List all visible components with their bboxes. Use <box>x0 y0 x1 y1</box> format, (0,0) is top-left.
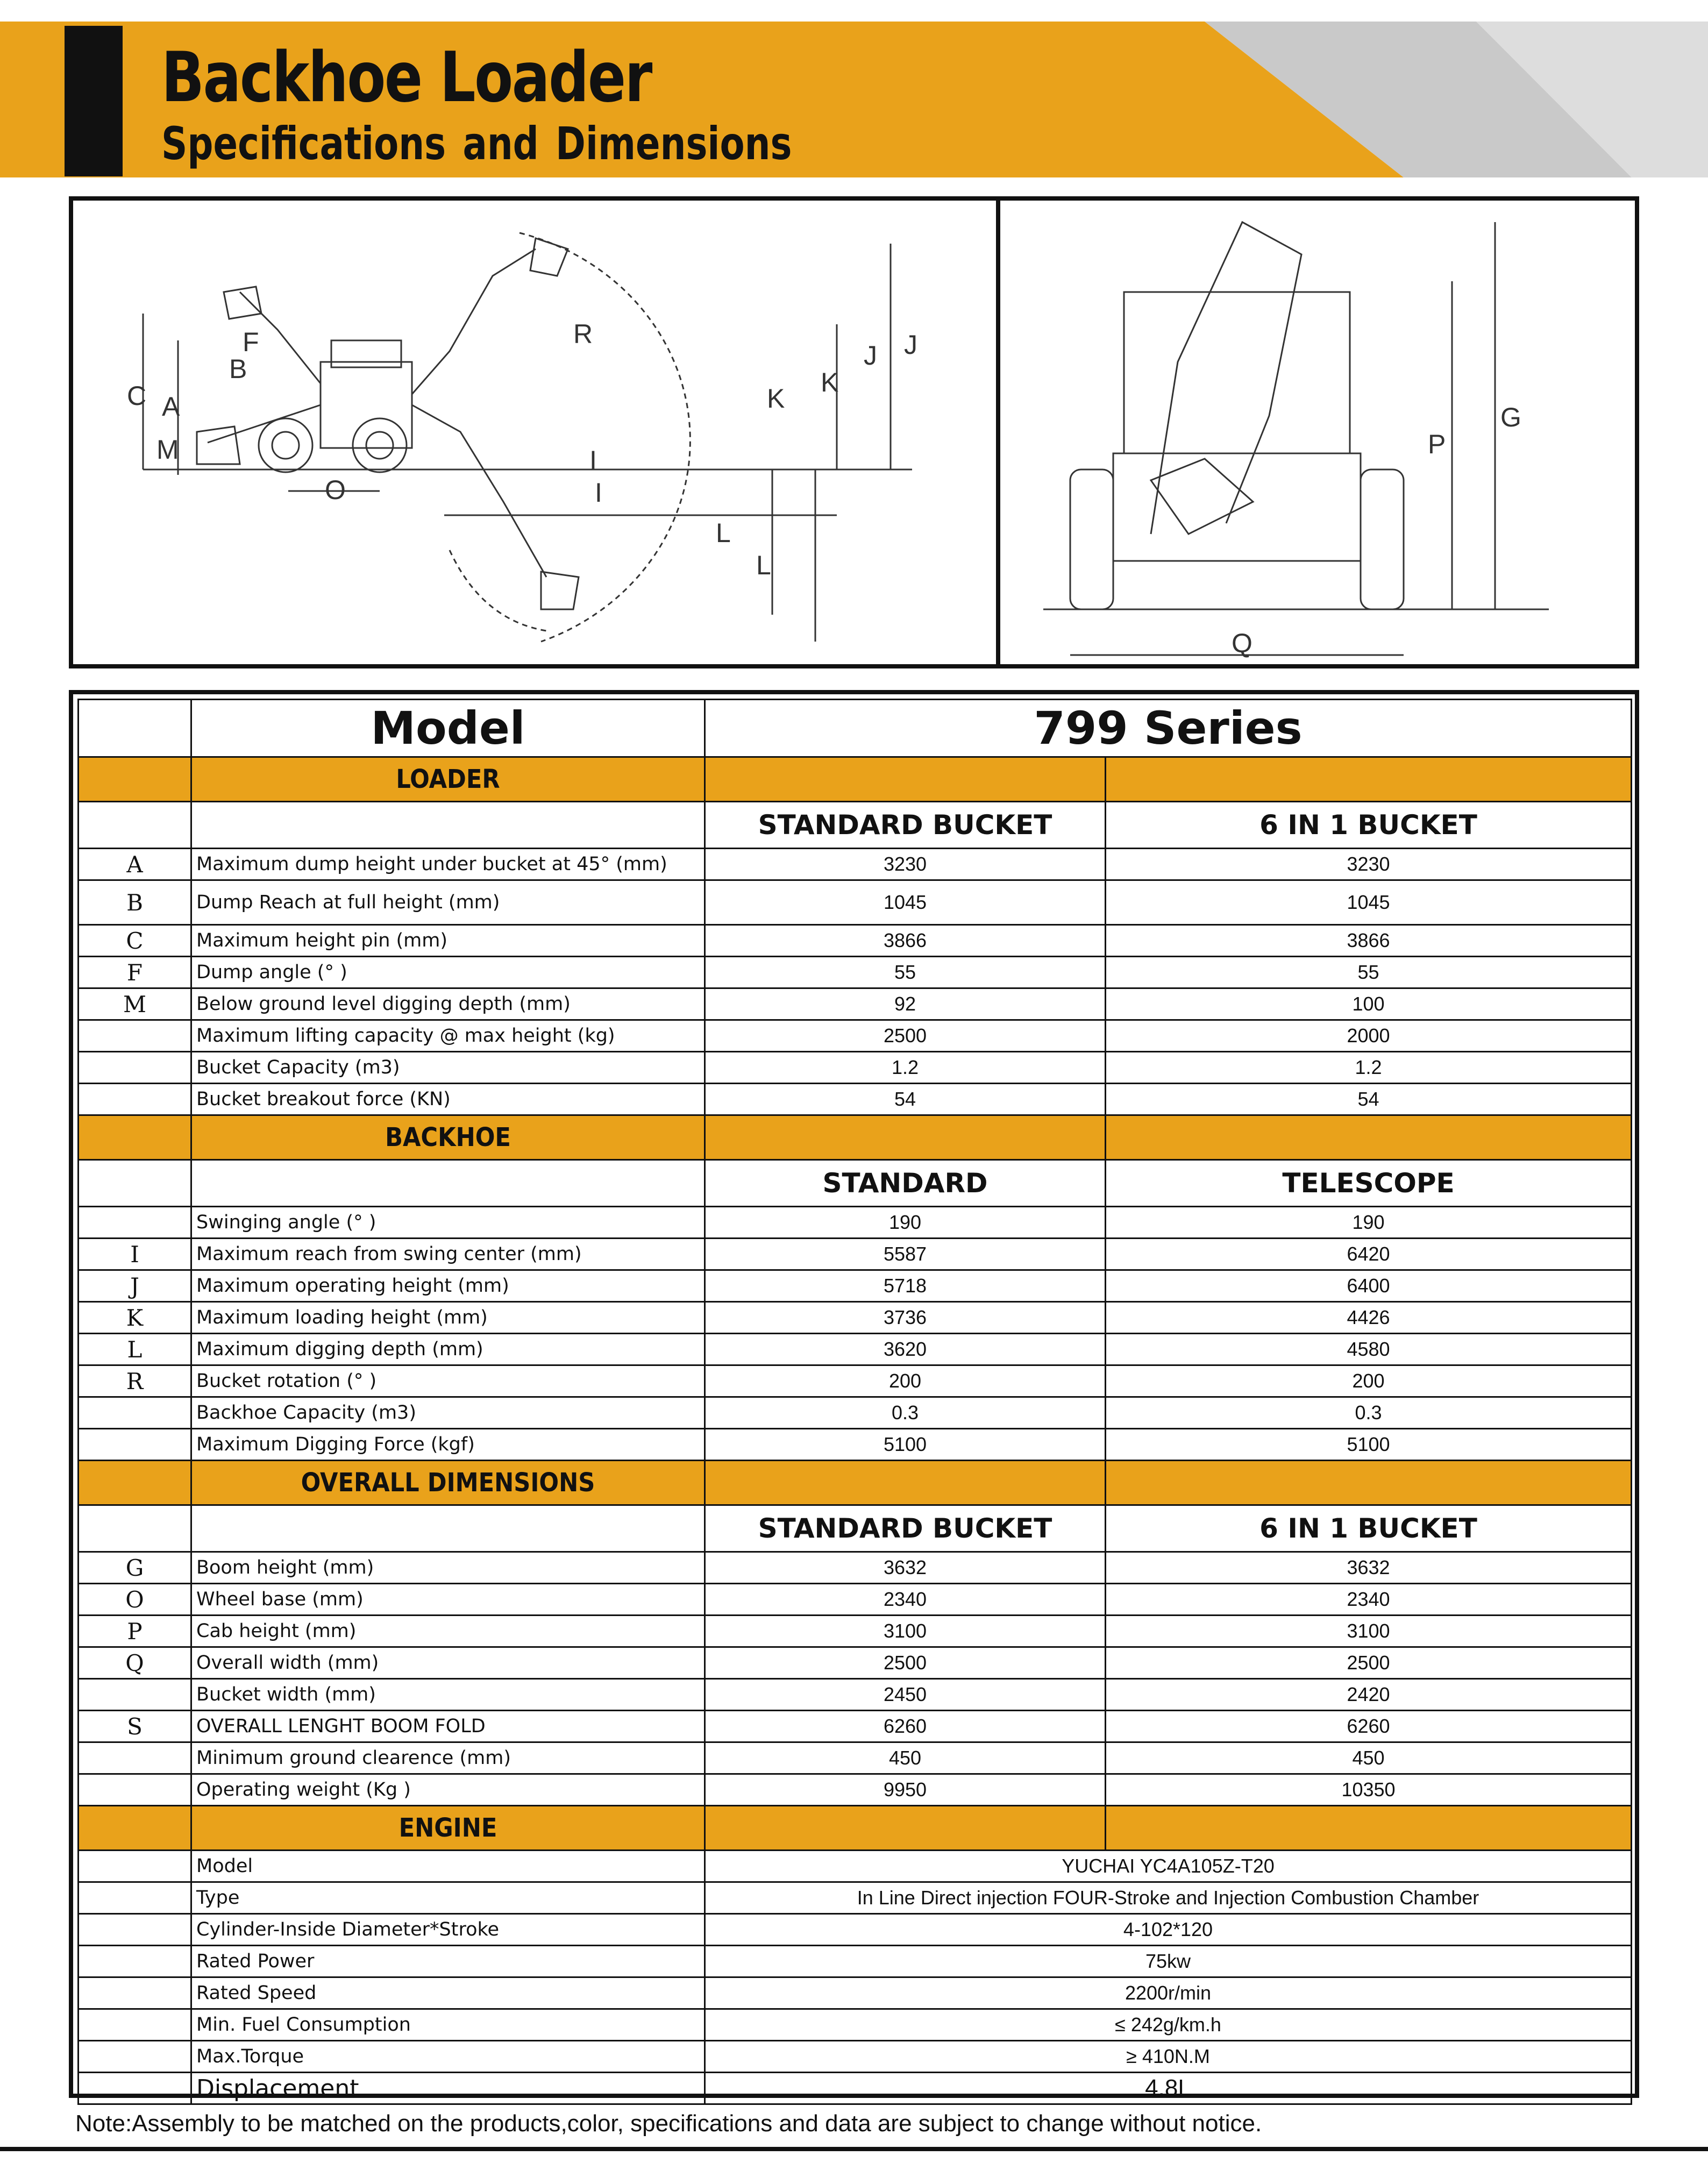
label-p: P <box>1428 429 1446 459</box>
dimension-letter: M <box>79 988 191 1020</box>
overall-spec-row <box>79 1679 1632 1711</box>
label-j-2: J <box>904 330 917 360</box>
backhoe-spec-row <box>79 1429 1632 1461</box>
engine-spec-value: YUCHAI YC4A105Z-T20 <box>705 1851 1632 1882</box>
overall-column-header-row <box>79 1505 1632 1552</box>
section-blank-cell <box>79 757 191 802</box>
dimension-letter <box>79 1084 191 1115</box>
dimension-letter: B <box>79 880 191 925</box>
rear-hub <box>366 432 393 459</box>
spec-value-1: 1045 <box>705 880 1106 925</box>
spec-value-1: 3230 <box>705 849 1106 880</box>
header-blank-cell <box>79 1505 191 1552</box>
spec-description: Maximum loading height (mm) <box>191 1302 705 1334</box>
spec-value-1: 3620 <box>705 1334 1106 1365</box>
rear-frame <box>1113 453 1361 561</box>
spec-description: Maximum height pin (mm) <box>191 925 705 957</box>
engine-spec-description: Type <box>191 1882 705 1914</box>
spec-value-1: 2450 <box>705 1679 1106 1711</box>
rear-view-diagram <box>1000 201 1635 664</box>
spec-value-2: 2000 <box>1106 1020 1632 1052</box>
dimension-letter <box>79 1429 191 1461</box>
header-blank-cell <box>191 802 705 849</box>
dimension-letter <box>79 1774 191 1806</box>
engine-spec-row <box>79 1882 1632 1914</box>
label-g: G <box>1500 402 1521 432</box>
dimension-letter: S <box>79 1711 191 1742</box>
backhoe-spec-row <box>79 1239 1632 1270</box>
backhoe-boom-up <box>412 249 536 394</box>
section-blank-cell <box>79 1115 191 1160</box>
engine-section-title: ENGINE <box>191 1806 705 1851</box>
spec-description: Boom height (mm) <box>191 1552 705 1584</box>
spec-value-1: 3736 <box>705 1302 1106 1334</box>
label-f: F <box>243 327 259 357</box>
engine-spec-value: 75kw <box>705 1946 1632 1977</box>
spec-description: Wheel base (mm) <box>191 1584 705 1616</box>
spec-description: Maximum Digging Force (kgf) <box>191 1429 705 1461</box>
overall-section-title: OVERALL DIMENSIONS <box>191 1461 705 1505</box>
spec-value-1: 3100 <box>705 1616 1106 1647</box>
header-banner <box>0 0 1708 177</box>
engine-spec-description: Cylinder-Inside Diameter*Stroke <box>191 1914 705 1946</box>
loader-bucket-raised <box>224 287 261 319</box>
label-c: C <box>127 381 147 411</box>
engine-spec-row <box>79 1946 1632 1977</box>
loader-spec-row <box>79 925 1632 957</box>
spec-description: OVERALL LENGHT BOOM FOLD <box>191 1711 705 1742</box>
overall-spec-row <box>79 1774 1632 1806</box>
dimension-letter <box>79 1946 191 1977</box>
spec-value-1: 2340 <box>705 1584 1106 1616</box>
spec-description: Bucket Capacity (m3) <box>191 1052 705 1084</box>
front-wheel <box>259 418 312 472</box>
overall-section-row <box>79 1461 1632 1505</box>
backhoe-section-title: BACKHOE <box>191 1115 705 1160</box>
section-blank-cell <box>705 757 1106 802</box>
spec-value-1: 450 <box>705 1742 1106 1774</box>
engine-spec-value: In Line Direct injection FOUR-Stroke and Injection Combustion Chamber <box>705 1882 1632 1914</box>
cab-rear <box>1124 292 1350 453</box>
dimension-letter: G <box>79 1552 191 1584</box>
spec-description: Maximum lifting capacity @ max height (kg) <box>191 1020 705 1052</box>
engine-spec-value: ≥ 410N.M <box>705 2041 1632 2073</box>
engine-spec-value: ≤ 242g/km.h <box>705 2009 1632 2041</box>
dimension-letter <box>79 1914 191 1946</box>
spec-value-1: 54 <box>705 1084 1106 1115</box>
engine-section-row <box>79 1806 1632 1851</box>
backhoe-column-header-row <box>79 1160 1632 1207</box>
label-j-1: J <box>864 340 877 371</box>
header-blank-cell <box>191 1505 705 1552</box>
dimension-letter: L <box>79 1334 191 1365</box>
dimension-letter: Q <box>79 1647 191 1679</box>
spec-description: Swinging angle (° ) <box>191 1207 705 1239</box>
label-k-1: K <box>767 383 785 414</box>
spec-description: Operating weight (Kg ) <box>191 1774 705 1806</box>
spec-value-2: 2500 <box>1106 1647 1632 1679</box>
label-m: M <box>156 435 179 465</box>
engine-spec-row <box>79 1851 1632 1882</box>
backhoe-bucket-down <box>541 572 579 609</box>
overall-column-1-header: STANDARD BUCKET <box>705 1505 1106 1552</box>
spec-description: Minimum ground clearence (mm) <box>191 1742 705 1774</box>
section-blank-cell <box>705 1461 1106 1505</box>
dimension-letter <box>79 2041 191 2073</box>
spec-value-2: 54 <box>1106 1084 1632 1115</box>
engine-spec-description: Max.Torque <box>191 2041 705 2073</box>
backhoe-spec-row <box>79 1334 1632 1365</box>
spec-description: Dump angle (° ) <box>191 957 705 988</box>
left-rear-tire <box>1070 469 1113 609</box>
engine-spec-description: Displacement <box>191 2073 705 2104</box>
spec-description: Maximum dump height under bucket at 45° (mm) <box>191 849 705 880</box>
spec-value-1: 2500 <box>705 1020 1106 1052</box>
side-view-diagram-panel <box>69 196 1001 668</box>
loader-spec-row <box>79 988 1632 1020</box>
backhoe-spec-row <box>79 1207 1632 1239</box>
dimension-letter: K <box>79 1302 191 1334</box>
dig-arc <box>450 550 546 631</box>
loader-column-header-row <box>79 802 1632 849</box>
backhoe-spec-row <box>79 1365 1632 1397</box>
engine-spec-row <box>79 2009 1632 2041</box>
loader-section-title: LOADER <box>191 757 705 802</box>
header-black-tab <box>65 26 123 176</box>
cab-roof <box>331 340 401 367</box>
spec-description: Maximum reach from swing center (mm) <box>191 1239 705 1270</box>
loader-spec-row <box>79 880 1632 925</box>
engine-spec-row <box>79 2041 1632 2073</box>
dimension-letter: I <box>79 1239 191 1270</box>
label-l-1: L <box>716 518 731 548</box>
dimension-letter: R <box>79 1365 191 1397</box>
dimension-letter <box>79 1679 191 1711</box>
spec-value-2: 3230 <box>1106 849 1632 880</box>
engine-spec-value: 2200r/min <box>705 1977 1632 2009</box>
backhoe-spec-row <box>79 1397 1632 1429</box>
label-i-2: I <box>595 478 602 508</box>
spec-value-2: 2340 <box>1106 1584 1632 1616</box>
spec-description: Cab height (mm) <box>191 1616 705 1647</box>
dimension-letter <box>79 1052 191 1084</box>
section-blank-cell <box>79 1806 191 1851</box>
label-r: R <box>573 319 593 349</box>
spec-value-2: 200 <box>1106 1365 1632 1397</box>
spec-value-2: 190 <box>1106 1207 1632 1239</box>
overall-spec-row <box>79 1584 1632 1616</box>
engine-spec-row <box>79 1977 1632 2009</box>
section-blank-cell <box>1106 1115 1632 1160</box>
backhoe-spec-row <box>79 1302 1632 1334</box>
spec-value-2: 6420 <box>1106 1239 1632 1270</box>
overall-spec-row <box>79 1711 1632 1742</box>
spec-value-1: 5718 <box>705 1270 1106 1302</box>
engine-spec-description: Rated Speed <box>191 1977 705 2009</box>
loader-spec-row <box>79 849 1632 880</box>
spec-description: Bucket width (mm) <box>191 1679 705 1711</box>
spec-value-2: 10350 <box>1106 1774 1632 1806</box>
spec-value-2: 3632 <box>1106 1552 1632 1584</box>
model-row <box>79 700 1632 757</box>
spec-value-2: 6400 <box>1106 1270 1632 1302</box>
loader-bucket-low <box>197 426 240 464</box>
backhoe-section-row <box>79 1115 1632 1160</box>
spec-value-2: 100 <box>1106 988 1632 1020</box>
spec-value-2: 0.3 <box>1106 1397 1632 1429</box>
right-rear-tire <box>1361 469 1404 609</box>
label-l-2: L <box>756 550 771 580</box>
front-hub <box>272 432 299 459</box>
loader-spec-row <box>79 1020 1632 1052</box>
section-blank-cell <box>79 1461 191 1505</box>
section-blank-cell <box>1106 1806 1632 1851</box>
series-label: 799 Series <box>705 700 1632 757</box>
spec-value-1: 55 <box>705 957 1106 988</box>
label-a: A <box>162 392 180 422</box>
overall-spec-row <box>79 1616 1632 1647</box>
side-view-diagram <box>73 201 997 664</box>
loader-column-1-header: STANDARD BUCKET <box>705 802 1106 849</box>
label-b: B <box>229 354 247 384</box>
spec-value-2: 6260 <box>1106 1711 1632 1742</box>
rear-wheel <box>353 418 407 472</box>
section-blank-cell <box>705 1115 1106 1160</box>
spec-value-2: 450 <box>1106 1742 1632 1774</box>
loader-section-row <box>79 757 1632 802</box>
page-title: Backhoe Loader <box>161 38 651 118</box>
engine-spec-value: 4-102*120 <box>705 1914 1632 1946</box>
loader-arm-low <box>208 405 321 443</box>
dimension-letter <box>79 1207 191 1239</box>
spec-value-1: 2500 <box>705 1647 1106 1679</box>
spec-value-2: 4426 <box>1106 1302 1632 1334</box>
model-label: Model <box>191 700 705 757</box>
dimension-letter: J <box>79 1270 191 1302</box>
model-blank-cell <box>79 700 191 757</box>
dimension-letter <box>79 2009 191 2041</box>
spec-value-2: 5100 <box>1106 1429 1632 1461</box>
engine-spec-description: Min. Fuel Consumption <box>191 2009 705 2041</box>
dimension-letter <box>79 1882 191 1914</box>
section-blank-cell <box>1106 1461 1632 1505</box>
dimension-letter <box>79 2073 191 2104</box>
spec-value-1: 9950 <box>705 1774 1106 1806</box>
spec-value-2: 1045 <box>1106 880 1632 925</box>
dimension-letter <box>79 1742 191 1774</box>
rear-view-diagram-panel <box>996 196 1639 668</box>
footnote: Note:Assembly to be matched on the products,color, specifications and data are subject to change without notice. <box>75 2110 1262 2137</box>
rear-boom <box>1151 222 1301 534</box>
spec-description: Dump Reach at full height (mm) <box>191 880 705 925</box>
loader-spec-row <box>79 957 1632 988</box>
spec-description: Overall width (mm) <box>191 1647 705 1679</box>
backhoe-bucket-up <box>530 238 568 276</box>
section-blank-cell <box>1106 757 1632 802</box>
dimension-letter <box>79 1977 191 2009</box>
backhoe-spec-row <box>79 1270 1632 1302</box>
spec-description: Maximum digging depth (mm) <box>191 1334 705 1365</box>
header-blank-cell <box>191 1160 705 1207</box>
header-blank-cell <box>79 1160 191 1207</box>
spec-description: Bucket breakout force (KN) <box>191 1084 705 1115</box>
overall-spec-row <box>79 1552 1632 1584</box>
spec-value-2: 55 <box>1106 957 1632 988</box>
spec-value-1: 190 <box>705 1207 1106 1239</box>
spec-description: Maximum operating height (mm) <box>191 1270 705 1302</box>
spec-value-1: 5587 <box>705 1239 1106 1270</box>
spec-value-1: 0.3 <box>705 1397 1106 1429</box>
backhoe-column-1-header: STANDARD <box>705 1160 1106 1207</box>
dimension-letter: C <box>79 925 191 957</box>
spec-description: Backhoe Capacity (m3) <box>191 1397 705 1429</box>
spec-value-1: 200 <box>705 1365 1106 1397</box>
label-k-2: K <box>821 367 839 397</box>
page-subtitle: Specifications and Dimensions <box>161 117 792 170</box>
spec-table <box>77 699 1632 2105</box>
engine-spec-description: Model <box>191 1851 705 1882</box>
dimension-letter: P <box>79 1616 191 1647</box>
spec-value-1: 1.2 <box>705 1052 1106 1084</box>
engine-spec-value: 4.8L <box>705 2073 1632 2104</box>
spec-value-1: 3632 <box>705 1552 1106 1584</box>
dimension-letter <box>79 1851 191 1882</box>
dimension-letter: O <box>79 1584 191 1616</box>
label-q: Q <box>1232 628 1252 658</box>
spec-description: Bucket rotation (° ) <box>191 1365 705 1397</box>
label-o: O <box>325 475 346 505</box>
swing-arc <box>519 233 690 642</box>
loader-spec-row <box>79 1084 1632 1115</box>
spec-value-2: 1.2 <box>1106 1052 1632 1084</box>
spec-value-2: 3100 <box>1106 1616 1632 1647</box>
engine-spec-description: Rated Power <box>191 1946 705 1977</box>
engine-spec-row <box>79 2073 1632 2104</box>
spec-value-2: 2420 <box>1106 1679 1632 1711</box>
spec-value-2: 4580 <box>1106 1334 1632 1365</box>
loader-spec-row <box>79 1052 1632 1084</box>
spec-value-1: 5100 <box>705 1429 1106 1461</box>
dimension-letter: A <box>79 849 191 880</box>
section-blank-cell <box>705 1806 1106 1851</box>
bottom-rule <box>0 2147 1708 2151</box>
loader-body <box>321 362 412 448</box>
backhoe-boom-down <box>412 405 546 577</box>
spec-value-1: 3866 <box>705 925 1106 957</box>
header-blank-cell <box>79 802 191 849</box>
overall-spec-row <box>79 1742 1632 1774</box>
dimension-letter: F <box>79 957 191 988</box>
engine-spec-row <box>79 1914 1632 1946</box>
spec-value-1: 92 <box>705 988 1106 1020</box>
spec-table-frame <box>69 690 1639 2102</box>
spec-description: Below ground level digging depth (mm) <box>191 988 705 1020</box>
label-i-1: I <box>589 445 597 475</box>
overall-spec-row <box>79 1647 1632 1679</box>
dimension-letter <box>79 1397 191 1429</box>
overall-column-2-header: 6 IN 1 BUCKET <box>1106 1505 1632 1552</box>
dimension-letter <box>79 1020 191 1052</box>
spec-value-2: 3866 <box>1106 925 1632 957</box>
spec-value-1: 6260 <box>705 1711 1106 1742</box>
backhoe-column-2-header: TELESCOPE <box>1106 1160 1632 1207</box>
loader-column-2-header: 6 IN 1 BUCKET <box>1106 802 1632 849</box>
